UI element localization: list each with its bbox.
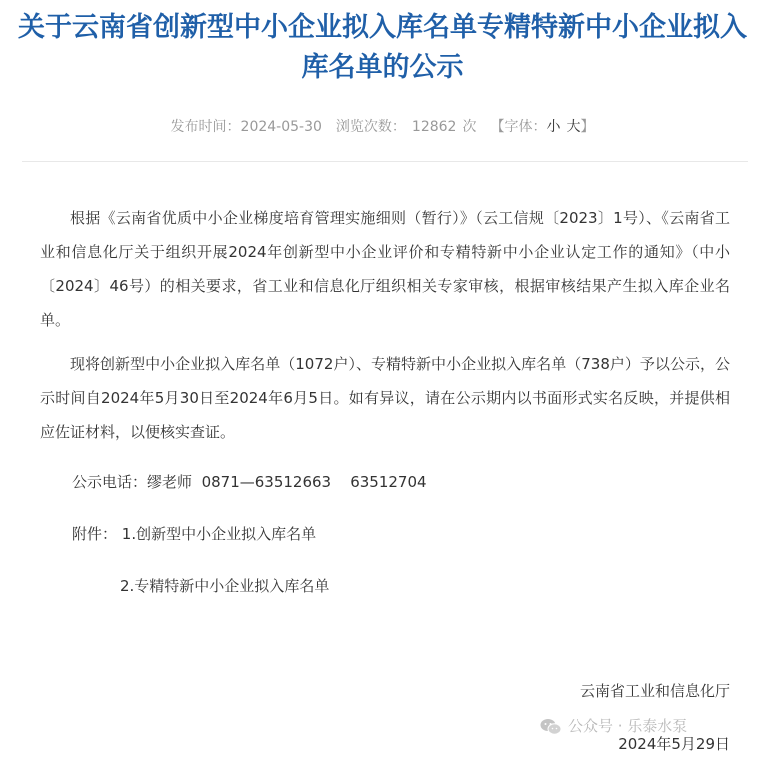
attachment-line-1 bbox=[72, 521, 316, 547]
views-label: 浏览次数： bbox=[335, 119, 406, 135]
article-meta bbox=[0, 117, 765, 137]
contact-phone-1: 0871—63512663 bbox=[201, 473, 332, 491]
font-size-label: 【字体： bbox=[490, 119, 547, 135]
views-count: 12862 bbox=[411, 119, 457, 135]
attachments-label: 附件： bbox=[72, 525, 118, 543]
attachment-link-2[interactable]: 2.专精特新中小企业拟入库名单 bbox=[120, 577, 330, 595]
publish-date: 2024-05-30 bbox=[240, 119, 322, 135]
font-size-small-button[interactable]: 小 bbox=[546, 119, 561, 135]
body-paragraph-announcement: 现将创新型中小企业拟入库名单（1072户）、专精特新中小企业拟入库名单（738户）予以公示，公示时间自2024年5月30日至2024年6月5日。如有异议，请在公示期内以书面形式实名反映，并提供相应佐证材料，以便核实查证。 bbox=[40, 355, 730, 441]
title-divider bbox=[22, 161, 748, 162]
contact-line bbox=[72, 469, 427, 495]
attachment-line-2 bbox=[120, 573, 329, 599]
watermark-text: 公众号 · 乐泰水泵 bbox=[568, 717, 688, 735]
font-size-close-bracket: 】 bbox=[580, 119, 595, 135]
article-title: 关于云南省创新型中小企业拟入库名单专精特新中小企业拟入库名单的公示 bbox=[18, 12, 747, 83]
body-paragraph-basis: 根据《云南省优质中小企业梯度培育管理实施细则（暂行）》（云工信规〔2023〕1号）、《云南省工业和信息化厅关于组织开展2024年创新型中小企业评价和专精特新中小企业认定工作的通知》（中小〔2024〕46号）的相关要求，省工业和信息化厅组织相关专家审核，根据审核结果产生拟入库企业名单。 bbox=[40, 209, 730, 329]
contact-person: 缪老师 bbox=[147, 473, 193, 491]
wechat-icon bbox=[540, 718, 562, 736]
publish-label: 发布时间： bbox=[170, 119, 241, 135]
signature-organization: 云南省工业和信息化厅 bbox=[579, 682, 730, 700]
signature-date: 2024年5月29日 bbox=[618, 735, 730, 753]
attachment-link-1[interactable]: 1.创新型中小企业拟入库名单 bbox=[121, 525, 317, 543]
font-size-large-button[interactable]: 大 bbox=[566, 119, 581, 135]
contact-phone-2: 63512704 bbox=[350, 473, 427, 491]
contact-label: 公示电话： bbox=[72, 473, 148, 491]
views-unit: 次 bbox=[462, 119, 477, 135]
